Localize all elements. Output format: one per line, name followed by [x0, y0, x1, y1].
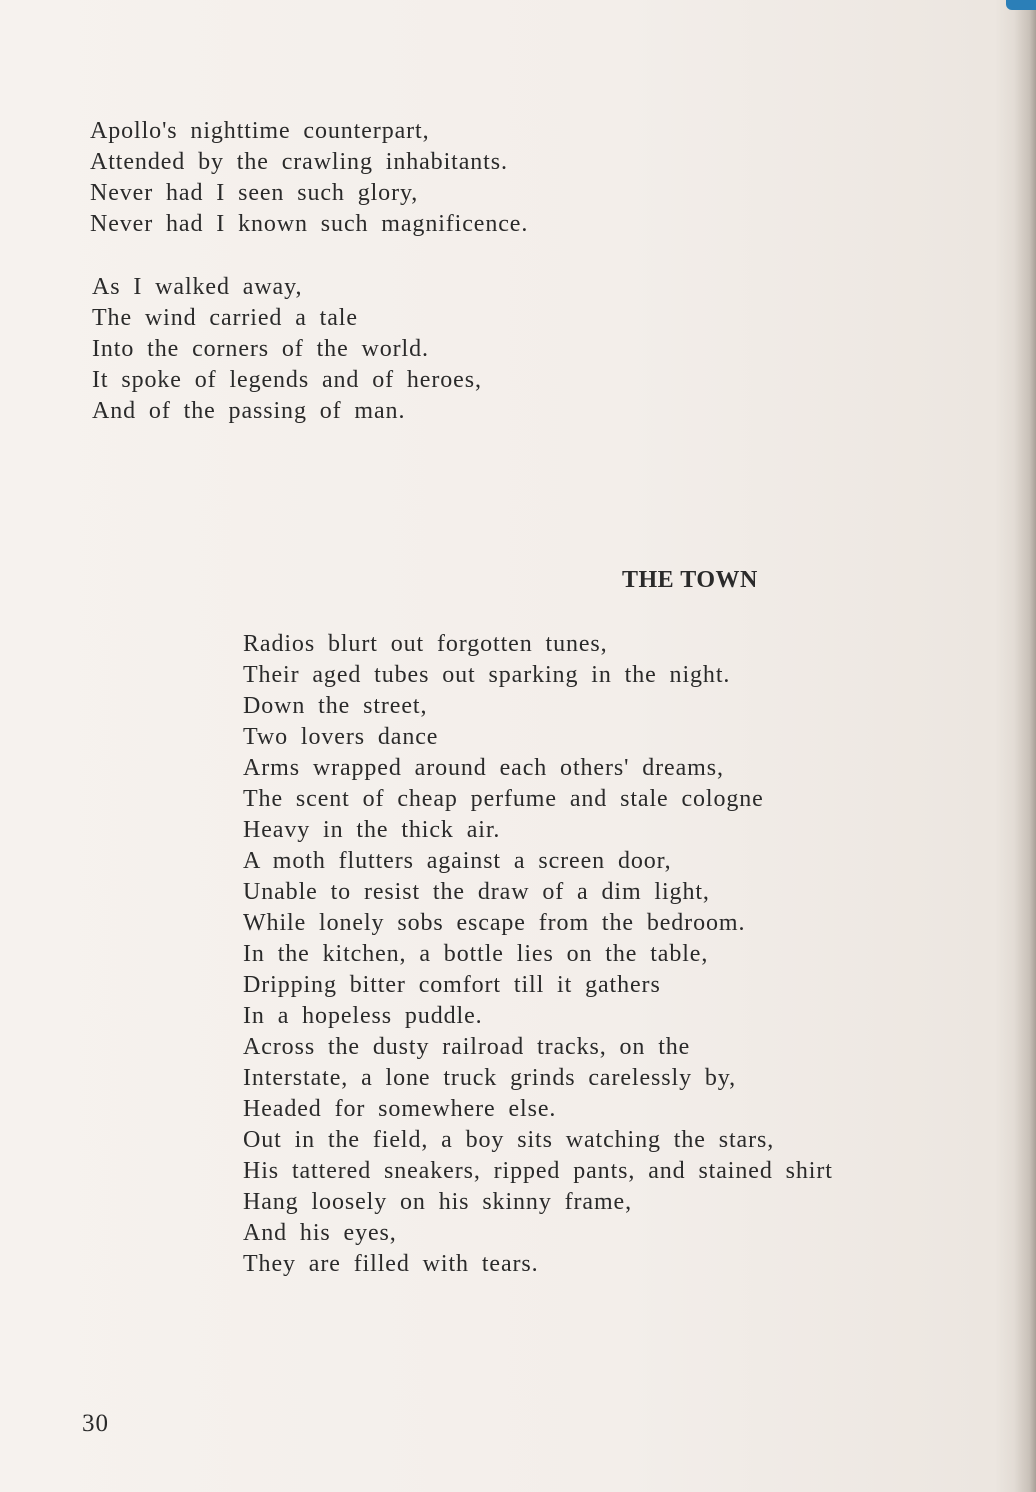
page-edge-shadow [1014, 0, 1036, 1492]
poem-line: The scent of cheap perfume and stale cologne [243, 786, 764, 812]
poem-line: A moth flutters against a screen door, [243, 848, 672, 874]
poem-line: And of the passing of man. [92, 398, 406, 424]
poem-line: Hang loosely on his skinny frame, [243, 1189, 632, 1215]
poem-line: As I walked away, [92, 274, 303, 300]
poem-line: Apollo's nighttime counterpart, [90, 118, 430, 144]
poem-line: While lonely sobs escape from the bedroom. [243, 910, 746, 936]
stanza-previous-poem-ending [90, 116, 528, 240]
poem-line: The wind carried a tale [92, 305, 358, 331]
poem-line: His tattered sneakers, ripped pants, and stained shirt [243, 1158, 833, 1184]
poem-line: Down the street, [243, 693, 428, 719]
poem-line: Radios blurt out forgotten tunes, [243, 631, 608, 657]
poem-line: In the kitchen, a bottle lies on the table, [243, 941, 709, 967]
poem-line: Across the dusty railroad tracks, on the [243, 1034, 691, 1060]
page-edge-tab [1006, 0, 1036, 10]
page-number: 30 [82, 1410, 109, 1437]
poem-line: Never had I known such magnificence. [90, 211, 529, 237]
poem-line: Unable to resist the draw of a dim light, [243, 879, 710, 905]
poem-line: Out in the field, a boy sits watching the stars, [243, 1127, 775, 1153]
poem-line: Dripping bitter comfort till it gathers [243, 972, 661, 998]
poem-line: Attended by the crawling inhabitants. [90, 149, 508, 175]
poem-line: Headed for somewhere else. [243, 1096, 557, 1122]
poem-line: It spoke of legends and of heroes, [92, 367, 482, 393]
poem-line: In a hopeless puddle. [243, 1003, 483, 1029]
stanza-closing [92, 272, 482, 427]
poem-line: Arms wrapped around each others' dreams, [243, 755, 724, 781]
poem-line: They are filled with tears. [243, 1251, 539, 1277]
poem-line: Never had I seen such glory, [90, 180, 419, 206]
poem-line: Heavy in the thick air. [243, 817, 501, 843]
poem-title: THE TOWN [622, 567, 758, 593]
stanza-the-town [243, 629, 833, 1280]
poem-line: Into the corners of the world. [92, 336, 429, 362]
poem-line: And his eyes, [243, 1220, 397, 1246]
poem-line: Two lovers dance [243, 724, 439, 750]
poem-line: Interstate, a lone truck grinds carelessly by, [243, 1065, 737, 1091]
poem-line: Their aged tubes out sparking in the night. [243, 662, 731, 688]
